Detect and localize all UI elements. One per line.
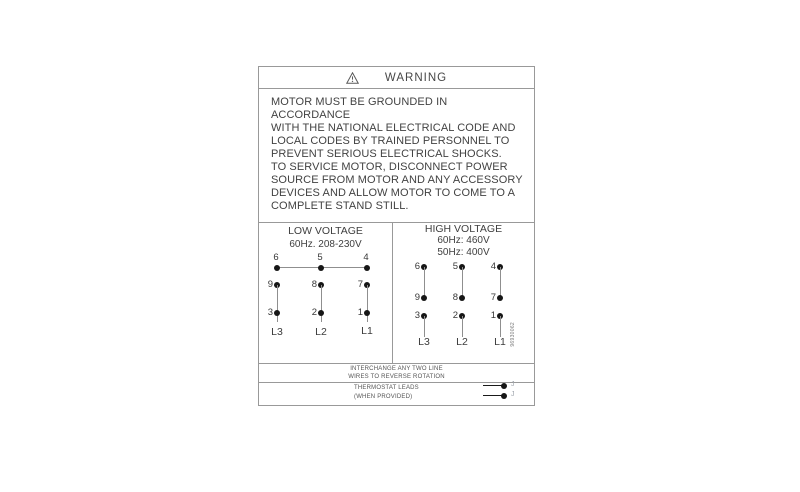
part-number: 96930062: [510, 322, 516, 347]
rotation-note: [259, 365, 534, 381]
thermostat-note-line1: THERMOSTAT LEADS: [354, 385, 419, 391]
thermostat-lead-j-2: J: [511, 391, 515, 398]
terminal-2-dot: [318, 310, 324, 316]
terminal-1-number: 1: [490, 310, 496, 321]
terminal-4-number: 4: [490, 261, 496, 272]
terminal-6-dot: [274, 265, 280, 271]
high-voltage-title: HIGH VOLTAGE: [424, 223, 503, 235]
wire-line: [424, 316, 425, 337]
low-voltage-title: LOW VOLTAGE: [288, 225, 363, 237]
terminal-7-number: 7: [357, 279, 363, 290]
line-label-l3: L3: [271, 326, 283, 338]
wire-line: [277, 285, 278, 322]
terminal-1-number: 1: [357, 307, 363, 318]
high-voltage-subtitle-60hz: 60Hz: 460V: [437, 235, 490, 246]
rotation-note-line1: INTERCHANGE ANY TWO LINE: [350, 366, 443, 372]
terminal-6-number: 6: [273, 252, 279, 263]
high-voltage-subtitle-50hz: 50Hz: 400V: [437, 247, 490, 258]
rotation-note-line2: WIRES TO REVERSE ROTATION: [348, 374, 445, 380]
motor-wiring-warning-label: [258, 66, 535, 406]
terminal-5-number: 5: [452, 261, 458, 272]
warning-text-line: MOTOR MUST BE GROUNDED IN ACCORDANCE: [271, 96, 448, 121]
terminal-9-number: 9: [414, 292, 420, 303]
line-label-l1: L1: [361, 325, 373, 337]
line-label-l1: L1: [494, 336, 506, 348]
terminal-7-number: 7: [490, 292, 496, 303]
header-divider: [259, 88, 534, 89]
wire-line: [321, 285, 322, 322]
terminal-9-dot: [421, 295, 427, 301]
terminal-6-number: 6: [414, 261, 420, 272]
terminal-8-number: 8: [311, 279, 317, 290]
thermostat-lead-j-1: J: [511, 381, 515, 388]
line-label-l2: L2: [315, 326, 327, 338]
low-voltage-heading: [259, 225, 392, 251]
terminal-5-number: 5: [317, 252, 323, 263]
high-voltage-panel: [393, 222, 534, 363]
terminal-1-dot: [364, 310, 370, 316]
low-voltage-subtitle: 60Hz. 208-230V: [289, 239, 362, 250]
thermostat-note: [354, 384, 419, 402]
warning-header: [259, 67, 534, 88]
warning-text-line: COMPLETE STAND STILL.: [271, 200, 409, 212]
warning-triangle-icon: [346, 72, 359, 84]
terminal-8-number: 8: [452, 292, 458, 303]
line-label-l2: L2: [456, 336, 468, 348]
low-voltage-panel: [259, 222, 392, 363]
warning-text-line: WITH THE NATIONAL ELECTRICAL CODE AND: [271, 122, 516, 134]
line-label-l3: L3: [418, 336, 430, 348]
terminal-7-dot: [497, 295, 503, 301]
high-voltage-heading: [393, 223, 534, 259]
warning-paragraph-1: [271, 96, 527, 161]
terminal-8-dot: [459, 295, 465, 301]
terminal-2-number: 2: [452, 310, 458, 321]
warning-text-line: SOURCE FROM MOTOR AND ANY ACCESSORY: [271, 174, 523, 186]
warning-text-line: PREVENT SERIOUS ELECTRICAL SHOCKS.: [271, 148, 502, 160]
wire-line: [462, 267, 463, 298]
warning-text-line: TO SERVICE MOTOR, DISCONNECT POWER: [271, 161, 508, 173]
wire-line: [500, 267, 501, 298]
warning-title: WARNING: [384, 71, 448, 84]
terminal-4-number: 4: [363, 252, 369, 263]
wire-line: [424, 267, 425, 298]
footer-divider-1: [259, 363, 534, 364]
terminal-9-number: 9: [267, 279, 273, 290]
thermostat-lead-dot-1: [501, 383, 507, 389]
thermostat-note-line2: (WHEN PROVIDED): [354, 394, 413, 400]
terminal-5-dot: [318, 265, 324, 271]
thermostat-lead-dot-2: [501, 393, 507, 399]
wire-line: [500, 316, 501, 337]
terminal-3-number: 3: [267, 307, 273, 318]
footer-divider-2: [259, 382, 534, 383]
wire-line: [462, 316, 463, 337]
terminal-3-dot: [274, 310, 280, 316]
terminal-3-number: 3: [414, 310, 420, 321]
wire-line: [367, 285, 368, 322]
warning-paragraph-2: [271, 161, 527, 213]
warning-text-line: DEVICES AND ALLOW MOTOR TO COME TO A: [271, 187, 516, 199]
terminal-2-number: 2: [311, 307, 317, 318]
terminal-4-dot: [364, 265, 370, 271]
warning-text-line: LOCAL CODES BY TRAINED PERSONNEL TO: [271, 135, 510, 147]
